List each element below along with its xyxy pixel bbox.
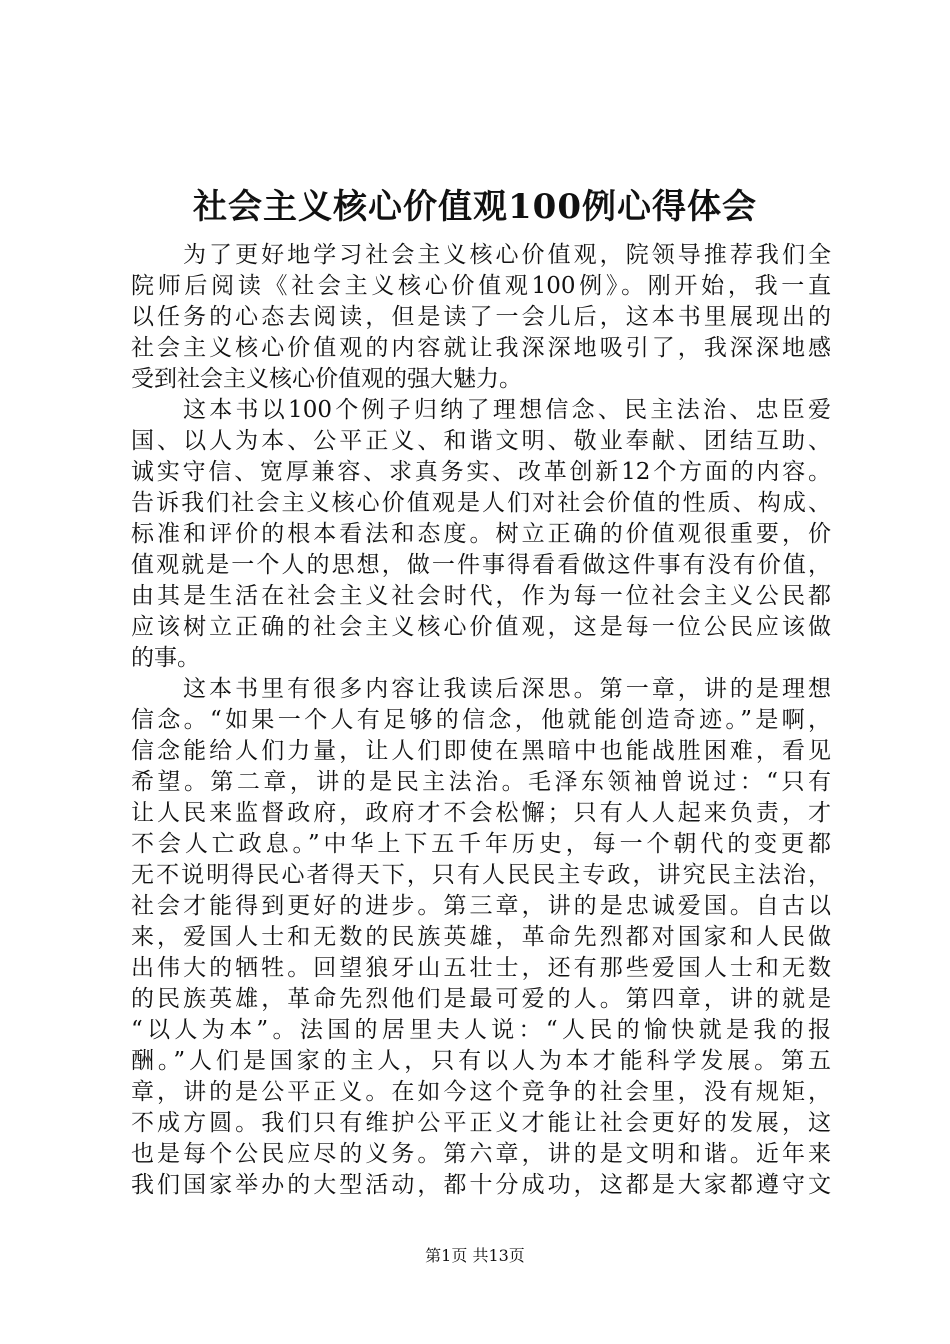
text-line: 为了更好地学习社会主义核心价值观，院领导推荐我们全 bbox=[183, 242, 831, 268]
text-line: 信念能给人们力量，让人们即使在黑暗中也能战胜困难，看见 bbox=[131, 738, 831, 764]
text-line: 的民族英雄，革命先烈他们是最可爱的人。第四章，讲的就是 bbox=[131, 986, 831, 1012]
text-line: 信念。“如果一个人有足够的信念，他就能创造奇迹。”是啊， bbox=[131, 707, 831, 733]
document-body bbox=[131, 240, 831, 1201]
text-line: 告诉我们社会主义核心价值观是人们对社会价值的性质、构成、 bbox=[131, 490, 831, 516]
text-line: 国、以人为本、公平正义、和谐文明、敬业奉献、团结互助、 bbox=[131, 428, 831, 454]
text-line: 以任务的心态去阅读，但是读了一会儿后，这本书里展现出的 bbox=[131, 304, 831, 330]
text-line: 受到社会主义核心价值观的强大魅力。 bbox=[131, 366, 522, 392]
text-line: 无不说明得民心者得天下，只有人民民主专政，讲究民主法治， bbox=[131, 862, 831, 888]
text-line: “以人为本”。法国的居里夫人说：“人民的愉快就是我的报 bbox=[131, 1017, 831, 1043]
text-line: 不会人亡政息。”中华上下五千年历史，每一个朝代的变更都 bbox=[131, 831, 831, 857]
text-line: 出伟大的牺牲。回望狼牙山五壮士，还有那些爱国人士和无数 bbox=[131, 955, 831, 981]
text-line: 也是每个公民应尽的义务。第六章，讲的是文明和谐。近年来 bbox=[131, 1141, 831, 1167]
paragraph bbox=[131, 395, 831, 674]
text-line: 希望。第二章，讲的是民主法治。毛泽东领袖曾说过：“只有 bbox=[131, 769, 831, 795]
text-line: 诚实守信、宽厚兼容、求真务实、改革创新12个方面的内容。 bbox=[131, 459, 831, 485]
page-number-footer: 第1页 共13页 bbox=[425, 1246, 525, 1265]
text-line: 院师后阅读《社会主义核心价值观100例》。刚开始，我一直 bbox=[131, 273, 831, 299]
text-line: 由其是生活在社会主义社会时代，作为每一位社会主义公民都 bbox=[131, 583, 831, 609]
paragraph bbox=[131, 240, 831, 395]
text-line: 这本书里有很多内容让我读后深思。第一章，讲的是理想 bbox=[183, 676, 831, 702]
text-line: 不成方圆。我们只有维护公平正义才能让社会更好的发展，这 bbox=[131, 1110, 831, 1136]
text-line: 的事。 bbox=[131, 645, 200, 671]
text-line: 这本书以100个例子归纳了理想信念、民主法治、忠臣爱 bbox=[183, 397, 831, 423]
paragraph bbox=[131, 674, 831, 1201]
text-line: 我们国家举办的大型活动，都十分成功，这都是大家都遵守文 bbox=[131, 1172, 831, 1198]
text-line: 来，爱国人士和无数的民族英雄，革命先烈都对国家和人民做 bbox=[131, 924, 831, 950]
text-line: 章，讲的是公平正义。在如今这个竞争的社会里，没有规矩， bbox=[131, 1079, 831, 1105]
text-line: 酬。”人们是国家的主人，只有以人为本才能科学发展。第五 bbox=[131, 1048, 831, 1074]
text-line: 应该树立正确的社会主义核心价值观，这是每一位公民应该做 bbox=[131, 614, 831, 640]
text-line: 让人民来监督政府，政府才不会松懈；只有人人起来负责，才 bbox=[131, 800, 831, 826]
text-line: 社会才能得到更好的进步。第三章，讲的是忠诚爱国。自古以 bbox=[131, 893, 831, 919]
text-line: 标准和评价的根本看法和态度。树立正确的价值观很重要，价 bbox=[131, 521, 831, 547]
text-line: 社会主义核心价值观的内容就让我深深地吸引了，我深深地感 bbox=[131, 335, 831, 361]
document-title: 社会主义核心价值观100例心得体会 bbox=[193, 187, 757, 227]
text-line: 值观就是一个人的思想，做一件事得看看做这件事有没有价值， bbox=[131, 552, 831, 578]
